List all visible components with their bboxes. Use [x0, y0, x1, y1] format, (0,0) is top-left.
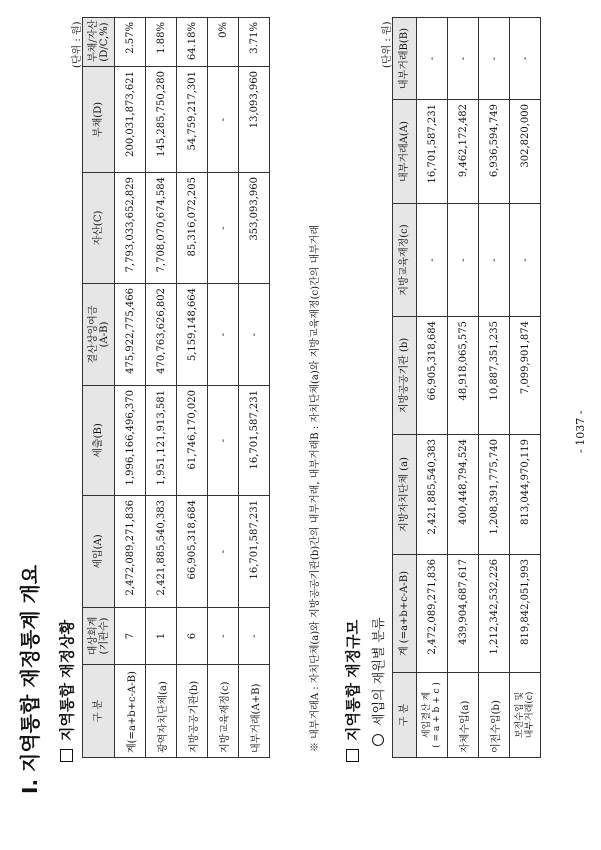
table-cell: 7,708,070,674,584 — [146, 173, 177, 284]
column-header: 결산상잉여금 (A-B) — [83, 284, 115, 386]
table-cell: 813,044,970,119 — [510, 435, 541, 555]
table-cell: - — [479, 18, 510, 100]
table-cell: - — [208, 496, 239, 608]
table-cell: 470,763,626,802 — [146, 284, 177, 386]
square-bullet-icon — [346, 749, 359, 762]
table-cell: 48,918,065,575 — [448, 317, 479, 435]
row-label: 지방교육재정(c) — [208, 665, 239, 758]
table-cell: - — [417, 204, 448, 317]
table-row — [510, 18, 541, 758]
circle-bullet-icon — [372, 734, 384, 746]
finance-status-table — [82, 17, 270, 758]
table-cell: 2.57% — [115, 18, 146, 67]
square-bullet-icon — [60, 749, 73, 762]
table-body — [417, 18, 541, 758]
table-cell: 7,793,033,652,829 — [115, 173, 146, 284]
table-row — [177, 18, 208, 758]
section2-unit: (단위 : 원) — [382, 21, 393, 68]
table-cell: 439,904,687,617 — [448, 555, 479, 673]
row-label: 계(=a+b+c-A-B) — [115, 665, 146, 758]
column-header: 대상회계 (기관수) — [83, 608, 115, 665]
table-cell: 2,472,089,271,836 — [417, 555, 448, 673]
table-cell: - — [239, 284, 270, 386]
section2-heading: 지역통합 재정규모 — [342, 620, 363, 762]
section2-subheading: 세입의 재원별 분류 — [368, 617, 387, 746]
table-cell: 2,421,885,540,383 — [417, 435, 448, 555]
table-cell: 16,701,587,231 — [417, 100, 448, 204]
table-cell: 85,316,072,205 — [177, 173, 208, 284]
table-cell: 54,759,217,301 — [177, 67, 208, 173]
table-cell: 5,159,148,664 — [177, 284, 208, 386]
section1-unit: (단위 : 원) — [72, 21, 83, 68]
page-title: Ⅰ. 지역통합 재정통계 개요 — [18, 564, 42, 794]
table-cell: - — [479, 204, 510, 317]
table-cell: 16,701,587,231 — [239, 386, 270, 496]
row-label: 내부거래(A+B) — [239, 665, 270, 758]
table-row — [239, 18, 270, 758]
column-header: 부채/자산 (D/C,%) — [83, 18, 115, 67]
page-number: - 1037 - — [574, 410, 587, 453]
table-cell: 475,922,775,466 — [115, 284, 146, 386]
table-cell: 66,905,318,684 — [177, 496, 208, 608]
table-row — [208, 18, 239, 758]
table-cell: - — [510, 18, 541, 100]
row-label: 보전수입 및 내부거래(c) — [510, 673, 541, 758]
table-cell: 13,093,960 — [239, 67, 270, 173]
table-cell: - — [208, 608, 239, 665]
table-cell: 7,099,901,874 — [510, 317, 541, 435]
table-row — [448, 18, 479, 758]
table-cell: - — [510, 204, 541, 317]
table-cell: - — [208, 284, 239, 386]
table-cell: 66,905,318,684 — [417, 317, 448, 435]
table-cell: 1,208,391,775,740 — [479, 435, 510, 555]
table-row — [479, 18, 510, 758]
table-cell: 0% — [208, 18, 239, 67]
table-row — [417, 18, 448, 758]
table-cell: 400,448,794,524 — [448, 435, 479, 555]
table-cell: 10,887,351,235 — [479, 317, 510, 435]
column-header: 지방자치단체 (a) — [393, 435, 417, 555]
row-label: 광역자치단체(a) — [146, 665, 177, 758]
table-cell: 819,842,051,993 — [510, 555, 541, 673]
table-header-row — [83, 18, 115, 758]
table-cell: - — [448, 204, 479, 317]
table-cell: 61,746,170,020 — [177, 386, 208, 496]
table-cell: 145,285,750,280 — [146, 67, 177, 173]
table-cell: 3.71% — [239, 18, 270, 67]
table-cell: 200,031,873,621 — [115, 67, 146, 173]
table-cell: - — [208, 386, 239, 496]
table-cell: - — [239, 608, 270, 665]
table-cell: 1,951,121,913,581 — [146, 386, 177, 496]
table-cell: - — [417, 18, 448, 100]
table-cell: 1,996,166,496,370 — [115, 386, 146, 496]
row-label: 지방공공기관(b) — [177, 665, 208, 758]
column-header: 구 분 — [83, 665, 115, 758]
table-cell: - — [208, 67, 239, 173]
table-cell: 7 — [115, 608, 146, 665]
table-cell: - — [448, 18, 479, 100]
table-cell: 16,701,587,231 — [239, 496, 270, 608]
table-cell: 1 — [146, 608, 177, 665]
column-header: 지방공공기관 (b) — [393, 317, 417, 435]
table-cell: 9,462,172,482 — [448, 100, 479, 204]
row-label: 세입결산 계 ( = a + b + c ) — [417, 673, 448, 758]
column-header: 부채(D) — [83, 67, 115, 173]
table-cell: - — [208, 173, 239, 284]
table-row — [146, 18, 177, 758]
column-header: 계 (=a+b+c-A-B) — [393, 555, 417, 673]
column-header: 지방교육재정(c) — [393, 204, 417, 317]
table-cell: 353,093,960 — [239, 173, 270, 284]
table-cell: 302,820,000 — [510, 100, 541, 204]
internal-trade-note: ※ 내부거래A : 자치단체(a)와 지방공공기관(b)간의 내부거래, 내부거래B : 자치단체(a)와 지방교육재정(c)간의 내부거래 — [310, 224, 321, 752]
section1-heading: 지역통합 재정상황 — [56, 620, 77, 762]
column-header: 세입(A) — [83, 496, 115, 608]
table-cell: 2,472,089,271,836 — [115, 496, 146, 608]
row-label: 자체수입(a) — [448, 673, 479, 758]
table-cell: 64.18% — [177, 18, 208, 67]
column-header: 자산(C) — [83, 173, 115, 284]
table-body — [115, 18, 270, 758]
table-row — [115, 18, 146, 758]
table-cell: 2,421,885,540,383 — [146, 496, 177, 608]
table-cell: 6 — [177, 608, 208, 665]
table-cell: 6,936,594,749 — [479, 100, 510, 204]
table-header-row — [393, 18, 417, 758]
column-header: 세출(B) — [83, 386, 115, 496]
column-header: 내부거래B(B) — [393, 18, 417, 100]
column-header: 구 분 — [393, 673, 417, 758]
column-header: 내부거래A(A) — [393, 100, 417, 204]
revenue-source-table — [392, 17, 541, 758]
table-cell: 1,212,342,532,226 — [479, 555, 510, 673]
row-label: 이전수입(b) — [479, 673, 510, 758]
table-cell: 1.88% — [146, 18, 177, 67]
